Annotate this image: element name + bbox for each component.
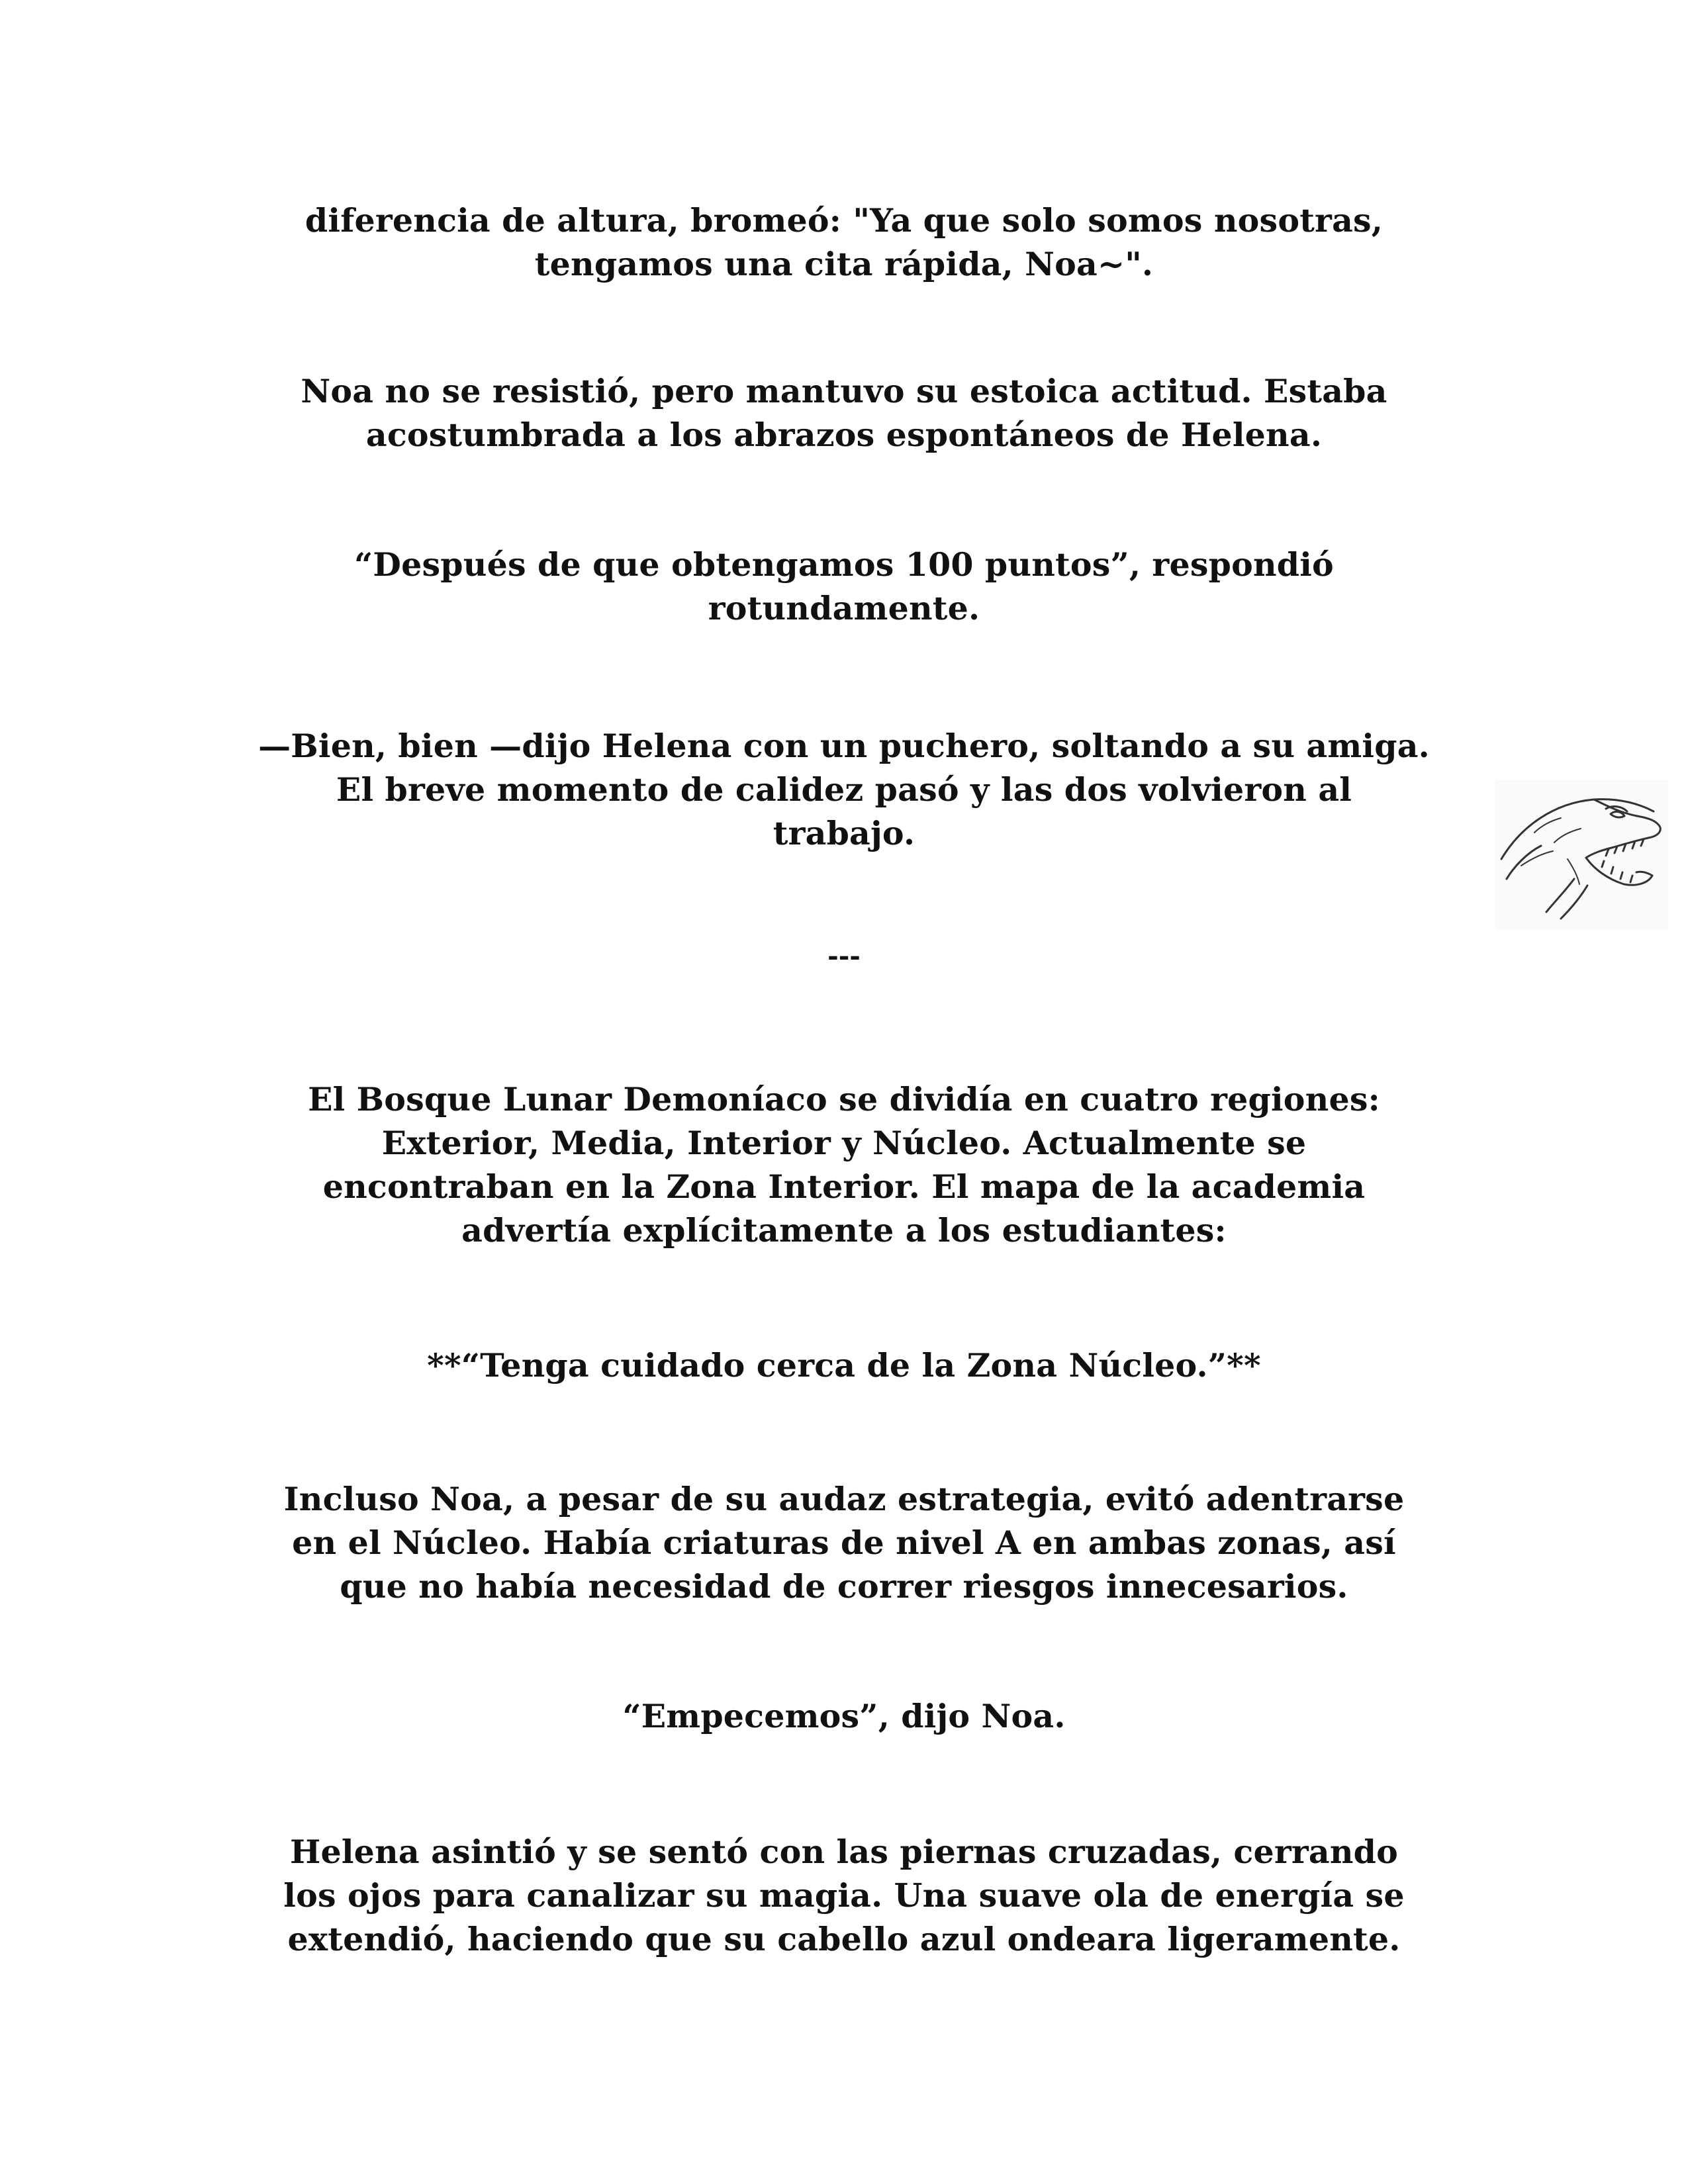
paragraph-line: Exterior, Media, Interior y Núcleo. Actualmente se — [381, 1124, 1307, 1162]
paragraph-line: Noa no se resistió, pero mantuvo su estoica actitud. Estaba — [301, 372, 1387, 410]
section-separator: --- — [827, 940, 861, 972]
paragraph-line: que no había necesidad de correr riesgos innecesarios. — [340, 1567, 1348, 1606]
paragraph-8 — [199, 1694, 1489, 1738]
paragraph-line: “Empecemos”, dijo Noa. — [622, 1697, 1066, 1735]
paragraph-line: El breve momento de calidez pasó y las dos volvieron al — [336, 770, 1352, 809]
paragraph-line: extendió, haciendo que su cabello azul ondeara ligeramente. — [287, 1920, 1401, 1958]
paragraph-line: tengamos una cita rápida, Noa~". — [534, 245, 1154, 283]
paragraph-line: “Después de que obtengamos 100 puntos”, respondió — [354, 545, 1334, 584]
paragraph-6-callout — [199, 1343, 1489, 1387]
paragraph-line: los ojos para canalizar su magia. Una suave ola de energía se — [283, 1876, 1405, 1915]
paragraph-line: Incluso Noa, a pesar de su audaz estrategia, evitó adentrarse — [283, 1480, 1405, 1518]
paragraph-5 — [199, 1077, 1489, 1252]
paragraph-3 — [199, 543, 1489, 630]
paragraph-line: advertía explícitamente a los estudiantes: — [461, 1211, 1227, 1250]
paragraph-line: rotundamente. — [708, 589, 980, 627]
paragraph-line: acostumbrada a los abrazos espontáneos de Helena. — [365, 416, 1323, 454]
paragraph-line: —Bien, bien —dijo Helena con un puchero, soltando a su amiga. — [258, 727, 1430, 765]
paragraph-line: trabajo. — [773, 814, 915, 852]
paragraph-2 — [199, 369, 1489, 457]
paragraph-line: El Bosque Lunar Demoníaco se dividía en cuatro regiones: — [308, 1080, 1380, 1118]
paragraph-line: en el Núcleo. Había criaturas de nivel A en ambas zonas, así — [292, 1524, 1396, 1562]
paragraph-1 — [199, 199, 1489, 286]
paragraph-7 — [199, 1477, 1489, 1608]
paragraph-line: **“Tenga cuidado cerca de la Zona Núcleo.”** — [427, 1346, 1261, 1385]
paragraph-9 — [199, 1830, 1489, 1961]
paragraph-line: encontraban en la Zona Interior. El mapa de la academia — [322, 1167, 1366, 1206]
paragraph-line: diferencia de altura, bromeó: "Ya que solo somos nosotras, — [305, 201, 1383, 240]
dinosaur-head-sketch-icon — [1495, 780, 1668, 929]
paragraph-4 — [199, 724, 1489, 855]
paragraph-line: Helena asintió y se sentó con las piernas cruzadas, cerrando — [289, 1833, 1398, 1871]
